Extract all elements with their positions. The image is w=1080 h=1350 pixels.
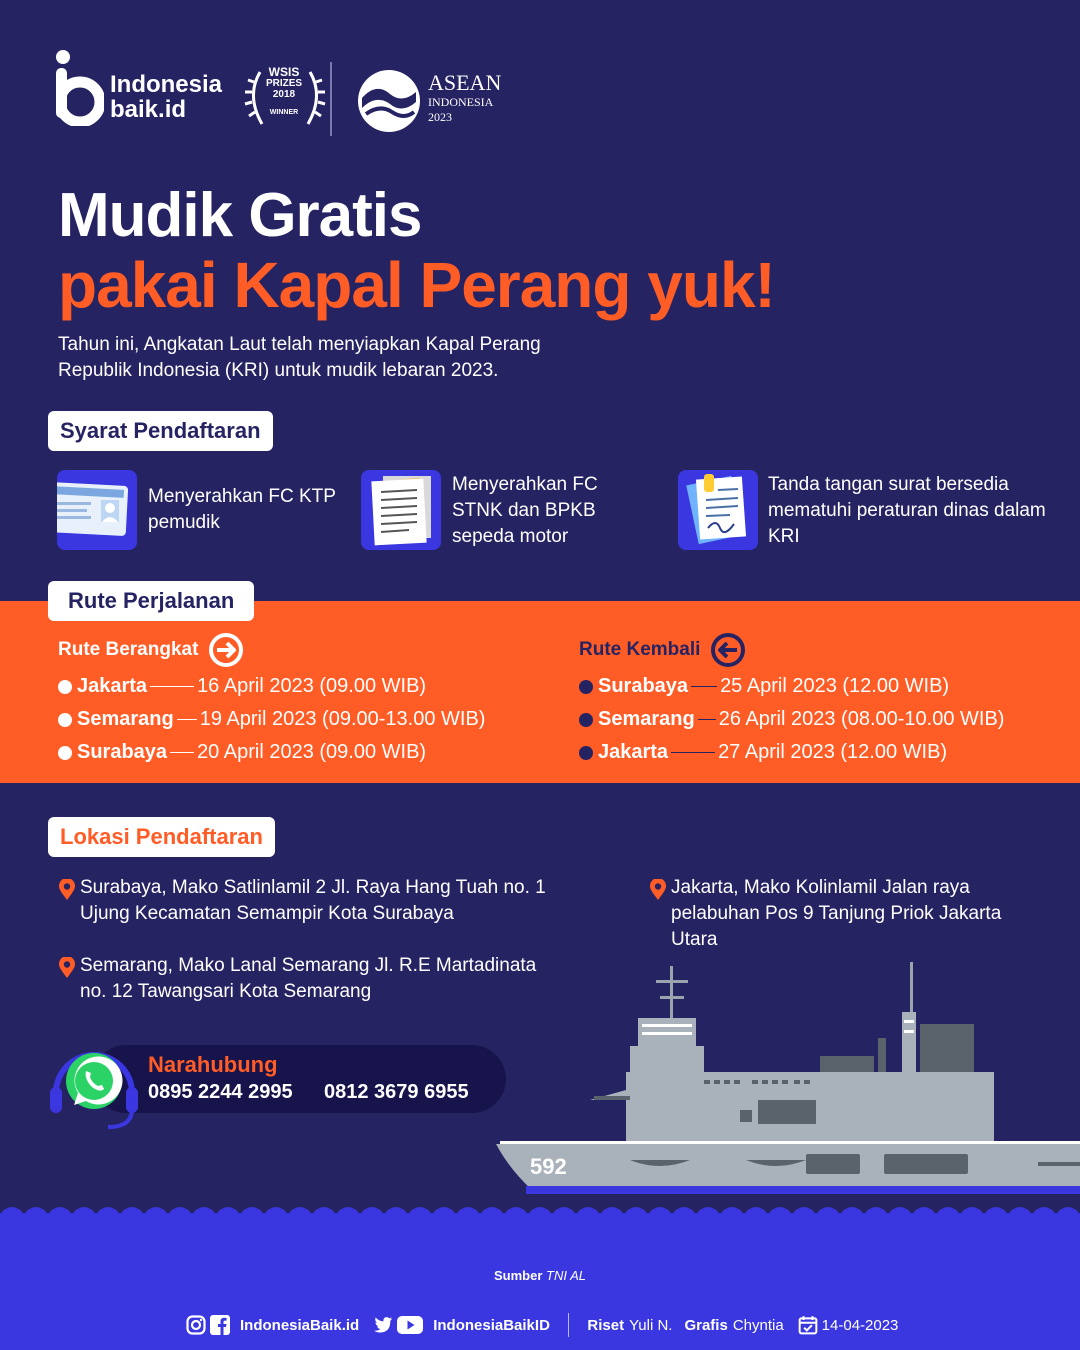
location-pin-icon: [58, 879, 76, 901]
brand-line1: Indonesia: [110, 71, 223, 98]
source-label: Sumber: [493, 1268, 543, 1283]
contact-phone-2[interactable]: 0812 3679 6955: [324, 1081, 469, 1103]
contact-phone-1[interactable]: 0895 2244 2995: [148, 1081, 293, 1103]
facebook-icon[interactable]: [210, 1315, 230, 1335]
grafis-value: Chyntia: [732, 1316, 784, 1334]
departure-heading-text: Rute Berangkat: [58, 639, 199, 660]
source-line: [0, 1268, 1080, 1283]
asean-emblem-icon: [356, 68, 422, 134]
bullet-dot: [58, 746, 72, 760]
indonesiabaik-logo: [56, 50, 236, 128]
location-pin-icon: [58, 957, 76, 979]
footer-handle-1[interactable]: IndonesiaBaik.id: [240, 1316, 360, 1334]
locations-label: Lokasi Pendaftaran: [48, 817, 275, 857]
route-connector: [698, 719, 716, 721]
route-city: Semarang: [77, 708, 174, 730]
requirement-3-text: Tanda tangan surat bersedia mematuhi peraturan dinas dalam KRI: [768, 474, 1046, 547]
intro-text: Tahun ini, Angkatan Laut telah menyiapkan Kapal Perang Republik Indonesia (KRI) untuk mudik lebaran 2023.: [58, 334, 541, 381]
header-divider: [330, 62, 332, 136]
bullet-dot: [58, 713, 72, 727]
arrow-right-circle-icon: [208, 632, 244, 668]
footer-bar: [186, 1312, 898, 1338]
riset-label: Riset: [587, 1316, 625, 1334]
whatsapp-headset-icon: [48, 1035, 140, 1131]
requirement-1-text: Menyerahkan FC KTP pemudik: [148, 486, 336, 533]
calendar-check-icon: [798, 1315, 818, 1335]
ship-hull: [496, 1144, 1080, 1190]
route-connector: [691, 686, 717, 688]
requirements-label: Syarat Pendaftaran: [48, 411, 273, 451]
bullet-dot: [579, 680, 593, 694]
asean-line3: 2023: [428, 110, 452, 124]
bullet-dot: [579, 746, 593, 760]
hull-number: 592: [530, 1154, 567, 1179]
wsis-line4: WINNER: [269, 109, 299, 116]
route-city: Jakarta: [598, 741, 669, 763]
instagram-icon[interactable]: [186, 1315, 206, 1335]
location-surabaya: [80, 875, 560, 927]
wsis-line1: WSIS: [268, 65, 300, 79]
location-text: Surabaya, Mako Satlinlamil 2 Jl. Raya Hang Tuah no. 1 Ujung Kecamatan Semampir Kota Surabaya: [80, 877, 546, 924]
asean-line2: INDONESIA: [428, 95, 494, 109]
route-time: 16 April 2023 (09.00 WIB): [197, 675, 427, 697]
title-line1: Mudik Gratis: [58, 181, 422, 250]
brand-line2: baik.id: [110, 96, 187, 123]
title-line2: pakai Kapal Perang yuk!: [58, 249, 775, 321]
signed-letter-icon: [678, 470, 758, 550]
wsis-badge: [240, 66, 330, 130]
return-row-2: [579, 708, 1004, 731]
departure-row-3: [58, 741, 426, 764]
source-value: TNI AL: [546, 1268, 586, 1283]
departure-row-2: [58, 708, 485, 731]
route-city: Jakarta: [77, 675, 148, 697]
bullet-dot: [58, 680, 72, 694]
route-connector: [671, 752, 715, 754]
route-connector: [170, 752, 194, 754]
wsis-line2: PRIZES: [265, 78, 303, 89]
footer-date: 14-04-2023: [821, 1316, 899, 1334]
location-pin-icon: [649, 879, 667, 901]
route-time: 20 April 2023 (09.00 WIB): [197, 741, 427, 763]
twitter-icon[interactable]: [373, 1315, 393, 1335]
return-heading-text: Rute Kembali: [579, 639, 701, 660]
route-time: 26 April 2023 (08.00-10.00 WIB): [718, 708, 1005, 730]
return-row-1: [579, 675, 949, 698]
warship-illustration: [490, 960, 1080, 1200]
contact-label: Narahubung: [148, 1052, 278, 1077]
ship-mast: [656, 962, 913, 1026]
location-jakarta: [671, 875, 1031, 953]
riset-value: Yuli N.: [629, 1316, 673, 1334]
route-connector: [150, 686, 194, 688]
route-time: 19 April 2023 (09.00-13.00 WIB): [199, 708, 486, 730]
documents-icon: [361, 470, 441, 550]
route-city: Surabaya: [598, 675, 689, 697]
location-text: Jakarta, Mako Kolinlamil Jalan raya pelabuhan Pos 9 Tanjung Priok Jakarta Utara: [671, 877, 1002, 950]
routes-label: Rute Perjalanan: [48, 581, 254, 621]
requirement-2-text: Menyerahkan FC STNK dan BPKB sepeda motor: [452, 474, 598, 547]
departure-heading: [58, 632, 244, 668]
route-city: Surabaya: [77, 741, 168, 763]
asean-line1: ASEAN: [428, 70, 502, 95]
footer-handle-2[interactable]: IndonesiaBaikID: [433, 1316, 550, 1334]
route-time: 27 April 2023 (12.00 WIB): [718, 741, 948, 763]
youtube-icon[interactable]: [397, 1315, 423, 1335]
footer-divider: [568, 1313, 570, 1337]
id-card-icon: [57, 470, 137, 550]
route-connector: [177, 719, 197, 721]
departure-row-1: [58, 675, 426, 698]
location-text: Semarang, Mako Lanal Semarang Jl. R.E Martadinata no. 12 Tawangsari Kota Semarang: [80, 955, 537, 1002]
location-semarang: [80, 953, 560, 1005]
indonesiabaik-mark-icon: [56, 50, 104, 126]
grafis-label: Grafis: [684, 1316, 728, 1334]
asean-indonesia-logo: [356, 68, 516, 134]
route-city: Semarang: [598, 708, 695, 730]
return-heading: [579, 632, 746, 668]
wsis-line3: 2018: [272, 89, 296, 100]
route-time: 25 April 2023 (12.00 WIB): [720, 675, 950, 697]
return-row-3: [579, 741, 947, 764]
arrow-left-circle-icon: [710, 632, 746, 668]
bullet-dot: [579, 713, 593, 727]
